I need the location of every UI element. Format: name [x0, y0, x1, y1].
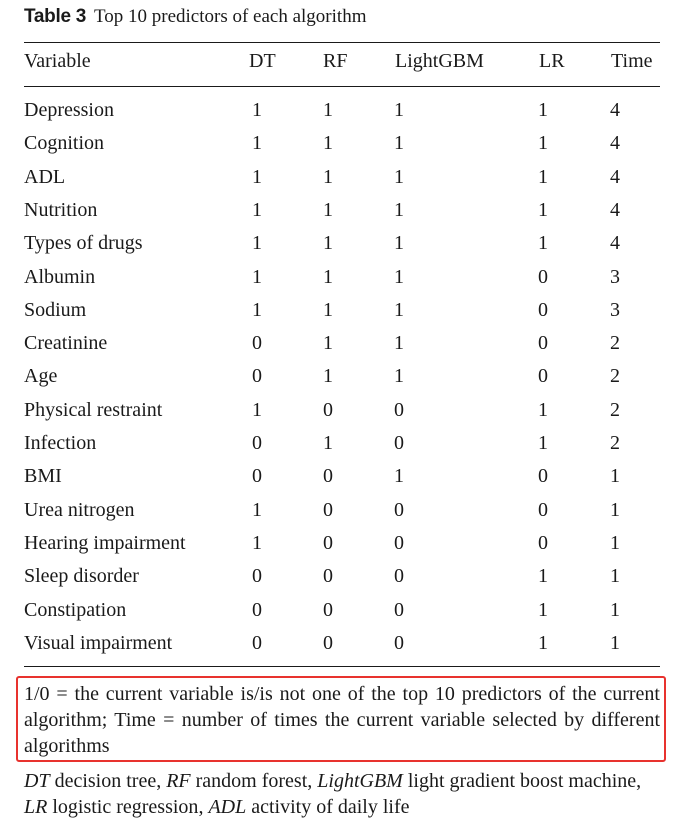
header-lightgbm: LightGBM: [395, 50, 484, 72]
cell-time: 1: [610, 565, 620, 588]
table-row: [0, 299, 688, 329]
cell-lightgbm: 1: [394, 332, 404, 355]
cell-rf: 0: [323, 631, 333, 654]
cell-variable: BMI: [24, 465, 62, 488]
cell-lightgbm: 0: [394, 498, 404, 521]
cell-lightgbm: 1: [394, 165, 404, 188]
cell-time: 4: [610, 232, 620, 255]
cell-rf: 1: [323, 99, 333, 121]
table-row: [0, 532, 688, 562]
table-header-row: [0, 50, 688, 80]
cell-dt: 1: [252, 498, 262, 521]
cell-lightgbm: 0: [394, 565, 404, 588]
cell-lr: 0: [538, 265, 548, 288]
cell-dt: 1: [252, 398, 262, 421]
cell-lightgbm: 1: [394, 298, 404, 321]
table-row: [0, 365, 688, 395]
cell-dt: 0: [252, 332, 262, 355]
cell-time: 1: [610, 465, 620, 488]
header-time: Time: [611, 50, 653, 72]
cell-lr: 1: [538, 99, 548, 121]
cell-variable: Depression: [24, 99, 114, 121]
table-row: [0, 166, 688, 196]
abbreviation-definition: logistic regression: [52, 796, 199, 818]
cell-variable: Constipation: [24, 598, 127, 621]
cell-lr: 0: [538, 332, 548, 355]
cell-dt: 0: [252, 565, 262, 588]
cell-variable: Visual impairment: [24, 631, 173, 654]
bottom-rule: [24, 666, 660, 667]
cell-time: 4: [610, 165, 620, 188]
cell-lightgbm: 0: [394, 598, 404, 621]
cell-dt: 1: [252, 232, 262, 255]
cell-time: 4: [610, 198, 620, 221]
cell-rf: 1: [323, 298, 333, 321]
table-row: [0, 199, 688, 229]
cell-time: 2: [610, 332, 620, 355]
table-row: [0, 499, 688, 529]
abbreviation-definition: light gradient boost machine: [407, 770, 637, 792]
table-row: [0, 399, 688, 429]
cell-dt: 1: [252, 165, 262, 188]
table-title: Top 10 predictors of each algorithm: [93, 6, 367, 27]
cell-lr: 0: [538, 531, 548, 554]
cell-lr: 1: [538, 565, 548, 588]
cell-variable: Age: [24, 365, 58, 388]
cell-lightgbm: 0: [394, 432, 404, 454]
cell-rf: 1: [323, 332, 333, 355]
cell-dt: 1: [252, 298, 262, 321]
table-row: [0, 232, 688, 262]
cell-dt: 0: [252, 365, 262, 388]
cell-time: 3: [610, 265, 620, 288]
cell-lightgbm: 1: [394, 465, 404, 488]
cell-rf: 0: [323, 465, 333, 488]
header-rf: RF: [323, 50, 348, 72]
cell-time: 1: [610, 531, 620, 554]
abbreviations: DT decision tree, RF random forest, LightGBM light gradient boost machine, LR logistic regression, ADL activity of daily life: [24, 770, 642, 818]
cell-variable: Hearing impairment: [24, 531, 186, 554]
cell-rf: 0: [323, 398, 333, 421]
cell-rf: 0: [323, 598, 333, 621]
cell-lr: 0: [538, 465, 548, 488]
cell-rf: 0: [323, 498, 333, 521]
cell-dt: 0: [252, 598, 262, 621]
table-row: [0, 132, 688, 162]
cell-variable: Sleep disorder: [24, 565, 139, 588]
cell-lr: 0: [538, 365, 548, 388]
cell-variable: ADL: [24, 165, 66, 188]
cell-dt: 0: [252, 631, 262, 654]
cell-rf: 0: [323, 565, 333, 588]
header-variable: Variable: [24, 50, 91, 72]
cell-lightgbm: 1: [394, 232, 404, 255]
cell-variable: Creatinine: [24, 332, 108, 355]
cell-lightgbm: 0: [394, 631, 404, 654]
cell-lr: 1: [538, 198, 548, 221]
cell-lightgbm: 1: [394, 365, 404, 388]
cell-dt: 1: [252, 265, 262, 288]
cell-dt: 1: [252, 531, 262, 554]
cell-lr: 1: [538, 631, 548, 654]
table-row: [0, 266, 688, 296]
cell-lr: 1: [538, 432, 548, 454]
cell-time: 1: [610, 631, 620, 654]
cell-rf: 1: [323, 265, 333, 288]
table-row: [0, 599, 688, 629]
cell-dt: 1: [252, 99, 262, 121]
cell-rf: 0: [323, 531, 333, 554]
abbreviation-definition: random forest: [195, 770, 308, 792]
cell-dt: 1: [252, 198, 262, 221]
cell-variable: Types of drugs: [24, 232, 143, 255]
cell-lightgbm: 1: [394, 198, 404, 221]
cell-lightgbm: 1: [394, 132, 404, 155]
cell-lr: 1: [538, 398, 548, 421]
cell-time: 2: [610, 432, 620, 454]
cell-lr: 0: [538, 298, 548, 321]
cell-variable: Infection: [24, 432, 97, 454]
abbreviation-term: RF: [166, 770, 191, 792]
cell-rf: 1: [323, 432, 333, 454]
header-dt: DT: [249, 50, 276, 72]
cell-rf: 1: [323, 232, 333, 255]
cell-variable: Physical restraint: [24, 398, 163, 421]
abbreviation-term: LR: [24, 796, 48, 818]
header-lr: LR: [539, 50, 565, 72]
abbreviation-term: DT: [24, 770, 50, 792]
table-row: [0, 565, 688, 595]
footnote: 1/0 = the current variable is/is not one of the top 10 predictors of the current algorithm; Time = number of times the current variable selected by different algorithms: [24, 683, 660, 757]
cell-time: 2: [610, 365, 620, 388]
cell-lr: 1: [538, 132, 548, 155]
table-row: [0, 465, 688, 495]
cell-dt: 0: [252, 465, 262, 488]
cell-variable: Albumin: [24, 265, 96, 288]
cell-rf: 1: [323, 198, 333, 221]
cell-rf: 1: [323, 165, 333, 188]
cell-time: 3: [610, 298, 620, 321]
cell-lightgbm: 1: [394, 265, 404, 288]
cell-dt: 1: [252, 132, 262, 155]
cell-lightgbm: 0: [394, 531, 404, 554]
table-label: Table 3: [24, 6, 86, 27]
table-row: [0, 632, 688, 662]
cell-variable: Cognition: [24, 132, 105, 155]
abbreviation-definition: activity of daily life: [251, 796, 410, 818]
abbreviation-term: LightGBM: [317, 770, 403, 792]
cell-lr: 1: [538, 598, 548, 621]
cell-dt: 0: [252, 432, 262, 454]
table-row: [0, 332, 688, 362]
cell-time: 1: [610, 598, 620, 621]
cell-variable: Nutrition: [24, 198, 98, 221]
cell-time: 4: [610, 132, 620, 155]
cell-lightgbm: 0: [394, 398, 404, 421]
cell-lr: 1: [538, 232, 548, 255]
table-row: [0, 99, 688, 129]
cell-lr: 1: [538, 165, 548, 188]
table-row: [0, 432, 688, 462]
header-rule: [24, 86, 660, 87]
cell-lightgbm: 1: [394, 99, 404, 121]
cell-variable: Sodium: [24, 298, 87, 321]
cell-rf: 1: [323, 132, 333, 155]
cell-lr: 0: [538, 498, 548, 521]
cell-variable: Urea nitrogen: [24, 498, 135, 521]
abbreviation-definition: decision tree: [54, 770, 157, 792]
cell-time: 4: [610, 99, 620, 121]
table-caption: [24, 6, 366, 28]
cell-rf: 1: [323, 365, 333, 388]
cell-time: 2: [610, 398, 620, 421]
abbreviation-term: ADL: [208, 796, 247, 818]
cell-time: 1: [610, 498, 620, 521]
top-rule: [24, 42, 660, 43]
